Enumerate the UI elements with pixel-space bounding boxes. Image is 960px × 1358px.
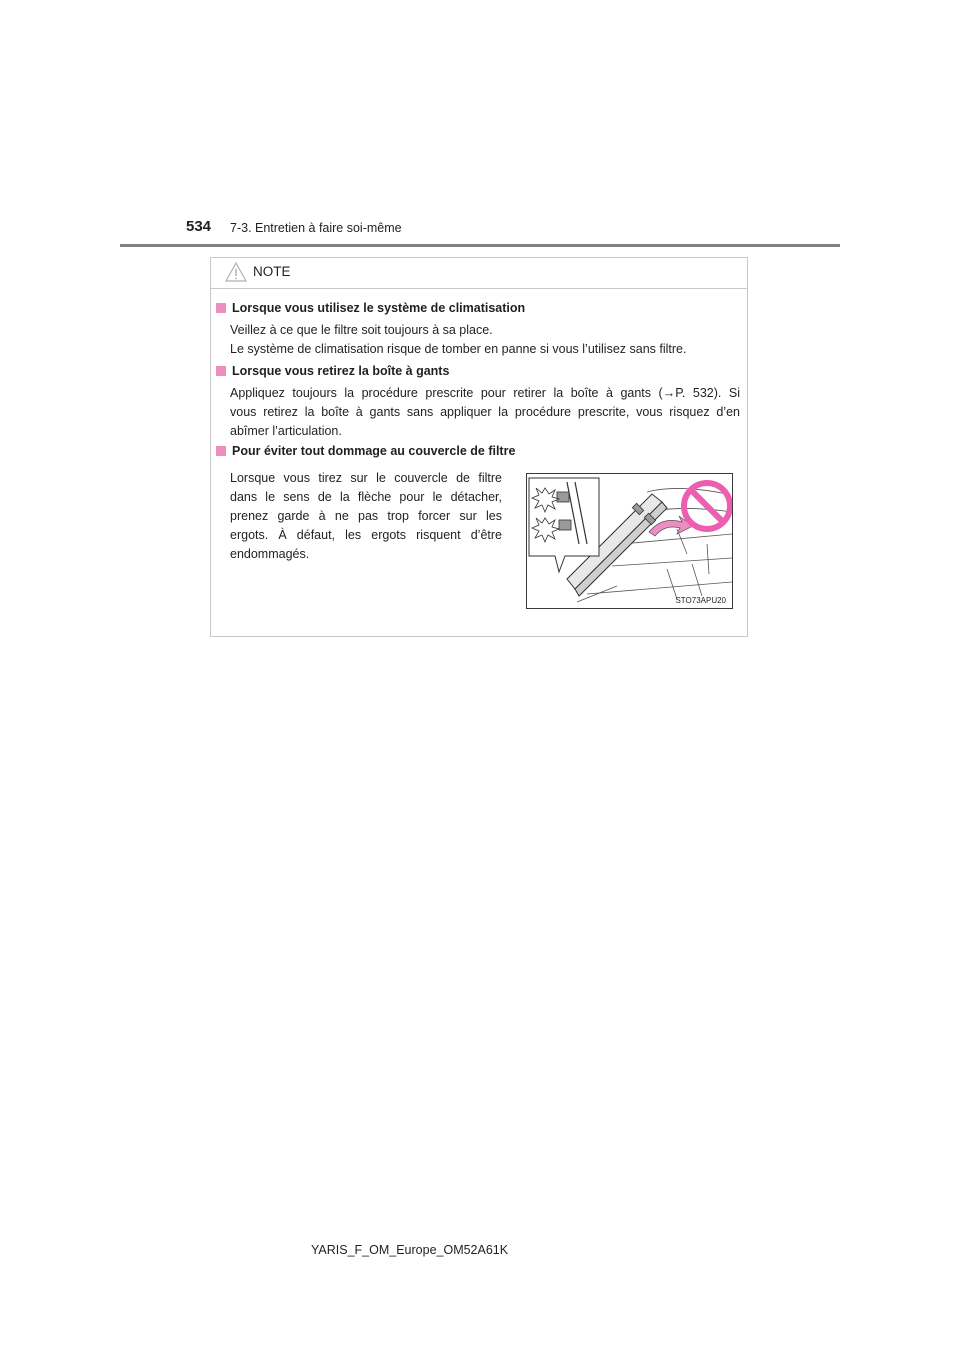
filter-cover-illustration [526, 473, 733, 609]
item-text-boite-a-gants: Appliquez toujours la procédure prescrite pour retirer la boîte à gants (→P. 532). Si vous retirez la boîte à gants sans appliquer la procédure prescrite, vous risquez d’en abîmer l’articulation. [230, 386, 740, 438]
item-text-couvercle-filtre: Lorsque vous tirez sur le couvercle de filtre dans le sens de la flèche pour le détacher, prenez garde à ne pas trop forcer sur les ergots. À défaut, les ergots risquent d’être endommagés. [230, 471, 502, 561]
illustration-code: STO73APU20 [675, 596, 726, 605]
item-title-couvercle-filtre: Pour éviter tout dommage au couvercle de filtre [216, 444, 515, 458]
document-id: YARIS_F_OM_Europe_OM52A61K [311, 1243, 509, 1257]
prohibition-icon [684, 483, 730, 529]
item-text-climatisation: Veillez à ce que le filtre soit toujours à sa place. Le système de climatisation risque de tomber en panne si vous l’utilisez sans filtre. [230, 323, 687, 356]
square-bullet-icon [216, 366, 226, 376]
section-title: 7-3. Entretien à faire soi-même [230, 221, 402, 235]
page-number: 534 [186, 218, 212, 235]
filter-cover-drawing [527, 474, 733, 609]
square-bullet-icon [216, 446, 226, 456]
note-body [211, 289, 747, 636]
note-box [210, 257, 748, 637]
warning-triangle-icon [225, 262, 247, 282]
item-title-boite-a-gants: Lorsque vous retirez la boîte à gants [216, 364, 449, 378]
note-label: NOTE [253, 264, 291, 279]
square-bullet-icon [216, 303, 226, 313]
item-title-climatisation: Lorsque vous utilisez le système de climatisation [216, 301, 525, 315]
header-rule [120, 244, 840, 247]
note-header [211, 258, 747, 289]
